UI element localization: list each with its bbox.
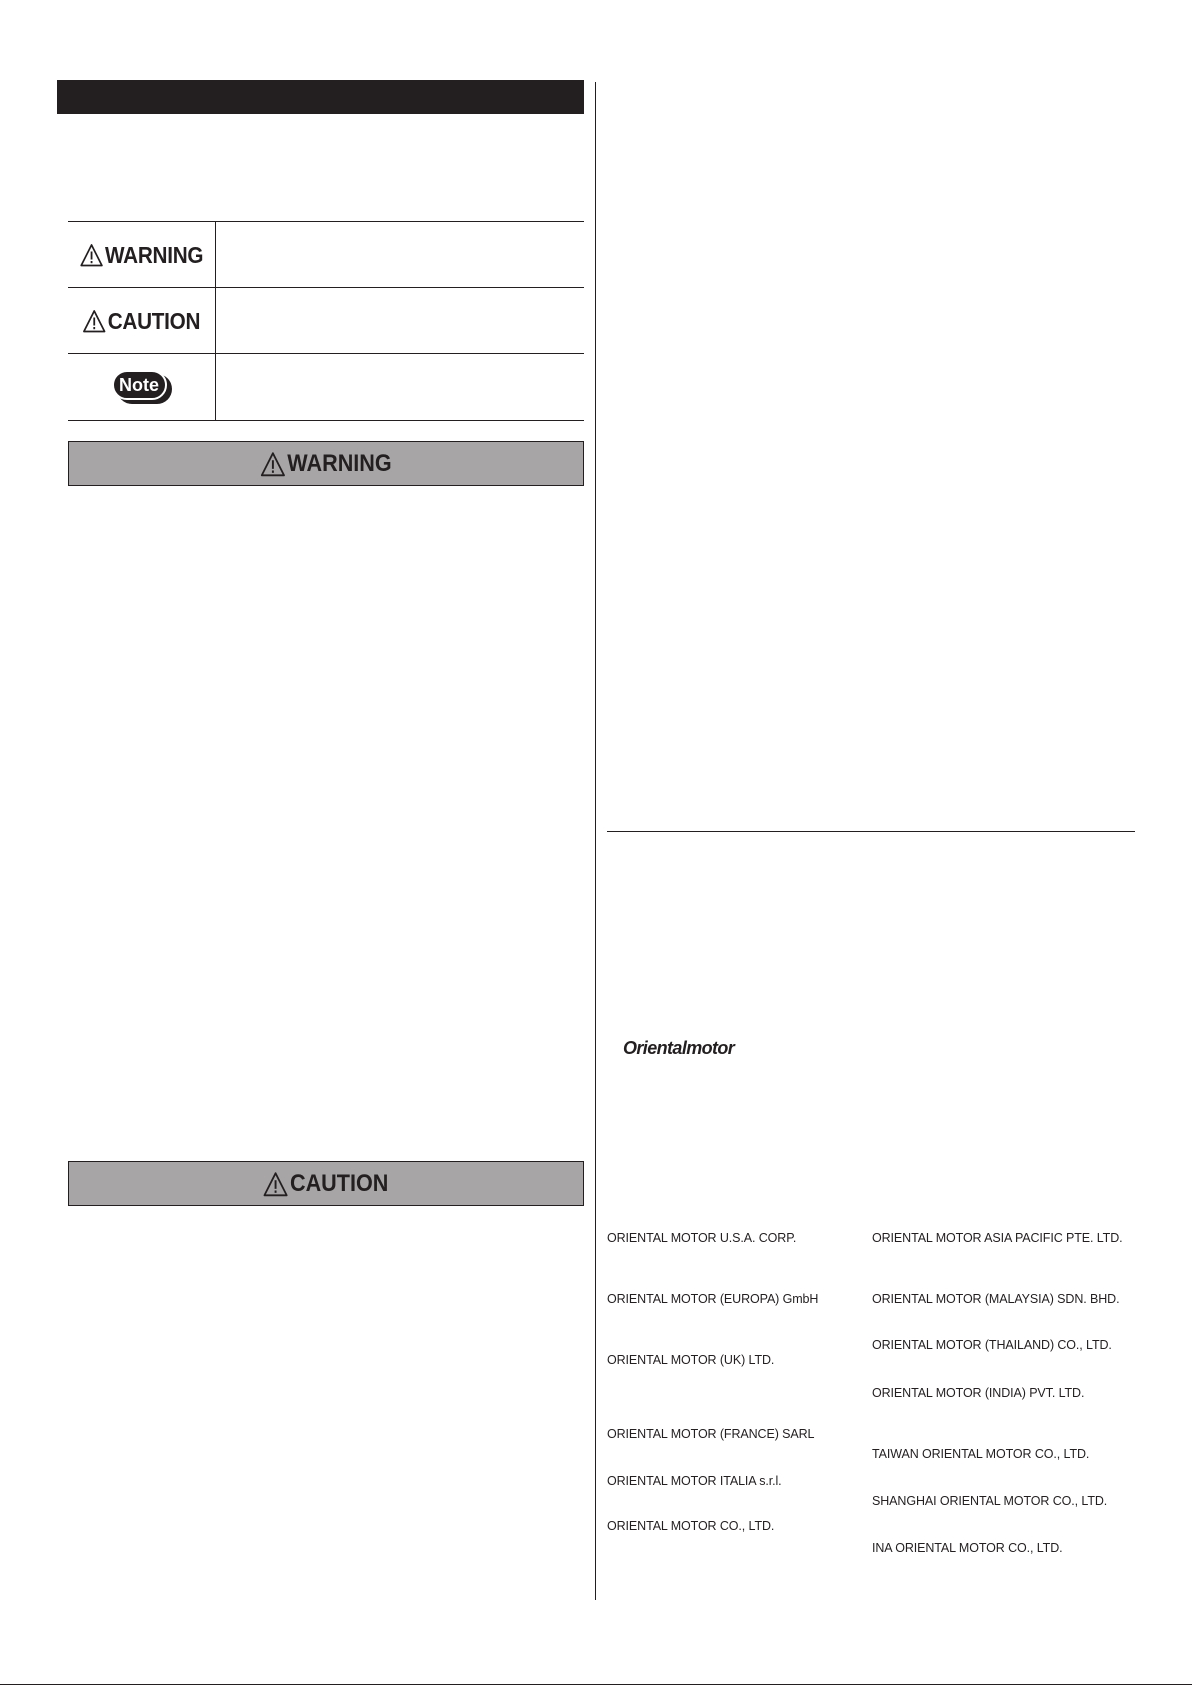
- office-name: SHANGHAI ORIENTAL MOTOR CO., LTD.: [872, 1494, 1108, 1508]
- caution-symbol-label: CAUTION: [107, 307, 201, 334]
- office-name: ORIENTAL MOTOR ITALIA s.r.l.: [607, 1474, 782, 1488]
- warning-banner-title: WARNING: [287, 449, 392, 477]
- caution-banner: [68, 1161, 584, 1206]
- warning-triangle-icon: [260, 451, 285, 477]
- symbol-row-caution: [68, 287, 584, 354]
- office-name: TAIWAN ORIENTAL MOTOR CO., LTD.: [872, 1447, 1090, 1461]
- office-name: ORIENTAL MOTOR (FRANCE) SARL: [607, 1427, 815, 1441]
- warning-triangle-icon: [80, 243, 103, 267]
- office-name: ORIENTAL MOTOR CO., LTD.: [607, 1519, 775, 1533]
- section-header-bar: [57, 80, 584, 114]
- warning-symbol-label: WARNING: [105, 241, 204, 268]
- warning-banner: [68, 441, 584, 486]
- office-name: ORIENTAL MOTOR (UK) LTD.: [607, 1353, 775, 1367]
- symbol-row-note: [68, 353, 584, 421]
- symbol-row-warning: [68, 221, 584, 288]
- office-name: ORIENTAL MOTOR (THAILAND) CO., LTD.: [872, 1338, 1112, 1352]
- right-column-rule: [607, 831, 1135, 832]
- office-name: ORIENTAL MOTOR ASIA PACIFIC PTE. LTD.: [872, 1231, 1123, 1245]
- warning-triangle-icon: [83, 309, 106, 333]
- office-name: ORIENTAL MOTOR U.S.A. CORP.: [607, 1231, 797, 1245]
- caution-banner-title: CAUTION: [290, 1169, 389, 1197]
- oriental-motor-logo: Orientalmotor: [623, 1038, 735, 1058]
- note-badge-icon: [112, 370, 172, 404]
- warning-triangle-icon: [263, 1171, 288, 1197]
- symbol-legend-table: [68, 221, 584, 421]
- note-label: Note: [112, 370, 167, 400]
- office-name: INA ORIENTAL MOTOR CO., LTD.: [872, 1541, 1063, 1555]
- column-divider: [595, 82, 596, 1600]
- office-name: ORIENTAL MOTOR (INDIA) PVT. LTD.: [872, 1386, 1085, 1400]
- office-name: ORIENTAL MOTOR (EUROPA) GmbH: [607, 1292, 819, 1306]
- office-name: ORIENTAL MOTOR (MALAYSIA) SDN. BHD.: [872, 1292, 1120, 1306]
